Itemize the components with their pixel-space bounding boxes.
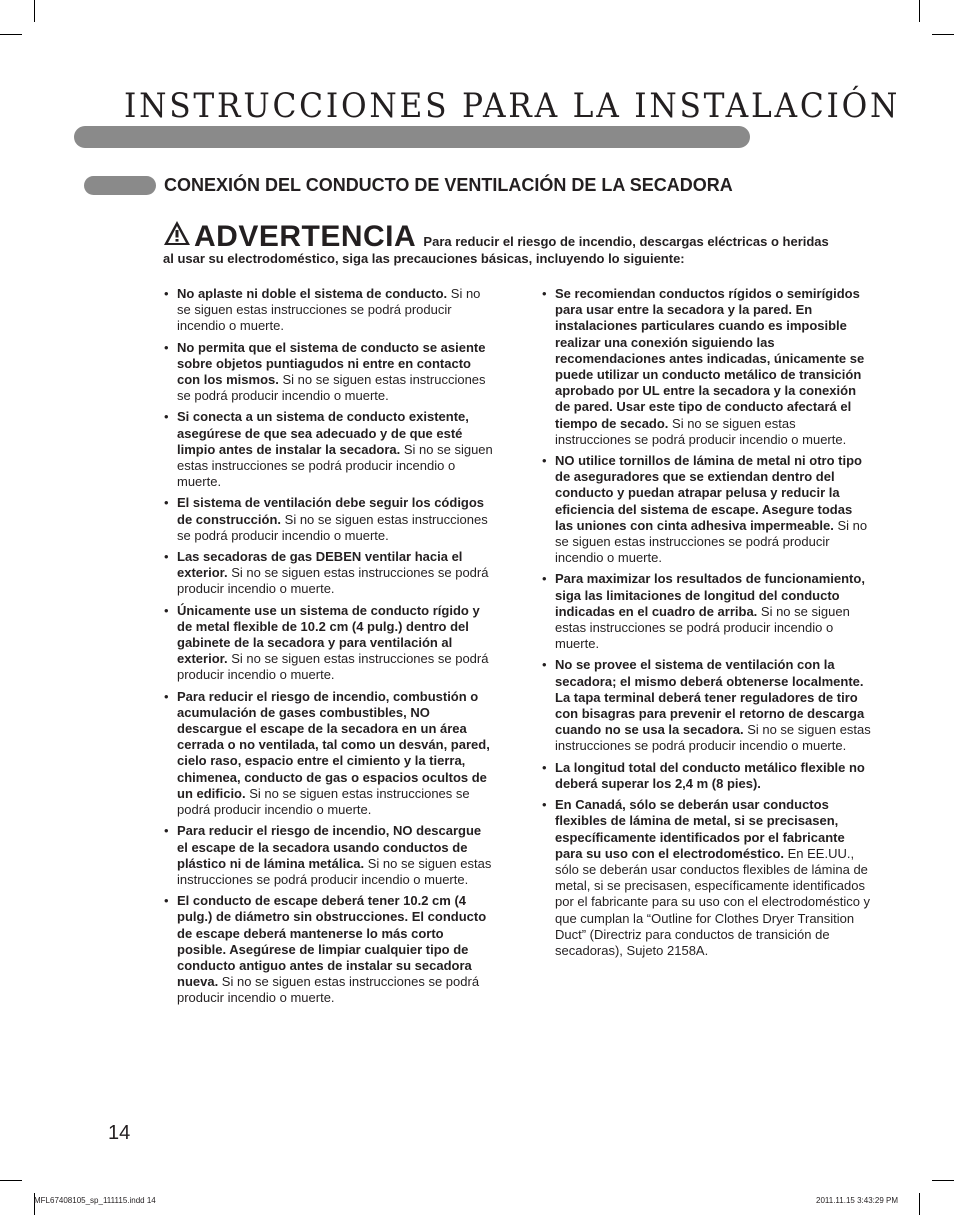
bullet-bold-text: No se provee el sistema de ventilación con la secadora; el mismo deberá obtenerse localmente. La tapa terminal deberá tener reguladores de tiro con bisagras para prevenir el retorno de descarga cuando no se usa la secadora. bbox=[555, 657, 865, 738]
bullet-item bbox=[164, 286, 494, 335]
bullet-dot: • bbox=[164, 823, 169, 839]
title-bar bbox=[74, 126, 750, 148]
bullet-normal-text: Si no se siguen estas instrucciones se podrá producir incendio o muerte. bbox=[177, 565, 489, 597]
bullet-normal-text: En EE.UU., sólo se deberán usar conductos flexibles de lámina de metal, si se precisasen, específicamente identificados por el fabricante para su uso con el electrodoméstico y que cumplan la “Outline for Clothes Dryer Transition Duct” (Directriz para conductos de transición de secadoras), Sujeto 2158A. bbox=[555, 845, 871, 958]
crop-mark bbox=[919, 1193, 920, 1215]
crop-mark bbox=[0, 34, 22, 35]
bullet-normal-text: Si no se siguen estas instrucciones se podrá producir incendio o muerte. bbox=[177, 286, 481, 334]
bullet-normal-text: Si no se siguen estas instrucciones se podrá producir incendio o muerte. bbox=[555, 722, 871, 754]
left-column bbox=[164, 286, 494, 1012]
bullet-bold-text: Las secadoras de gas DEBEN ventilar hacia el exterior. bbox=[177, 549, 463, 581]
bullet-bold-text: No permita que el sistema de conducto se asiente sobre objetos puntiagudos ni entre en contacto con los mismos. bbox=[177, 339, 486, 388]
bullet-dot: • bbox=[542, 657, 547, 673]
crop-mark bbox=[932, 1180, 954, 1181]
warning-text: Para reducir el riesgo de incendio, descargas eléctricas o heridas al usar su electrodoméstico, siga las precauciones básicas, incluyendo lo siguiente: bbox=[163, 234, 829, 266]
bullet-dot: • bbox=[542, 453, 547, 469]
bullet-item bbox=[164, 823, 494, 888]
page-number: 14 bbox=[108, 1122, 131, 1144]
bullet-item bbox=[164, 340, 494, 405]
bullet-item bbox=[542, 453, 872, 566]
bullet-normal-text: Si no se siguen estas instrucciones se podrá producir incendio o muerte. bbox=[555, 415, 847, 447]
bullet-item bbox=[164, 893, 494, 1006]
bullet-bold-text: NO utilice tornillos de lámina de metal ni otro tipo de aseguradores que se extiendan dentro del conducto y puedan atrapar pelusa y reducir la eficiencia del sistema de escape. Asegure todas las uniones con cinta adhesiva impermeable. bbox=[555, 453, 862, 533]
bullet-dot: • bbox=[542, 571, 547, 587]
footer-timestamp: 2011.11.15 3:43:29 PM bbox=[816, 1196, 898, 1205]
crop-mark bbox=[932, 34, 954, 35]
bullet-item bbox=[542, 797, 872, 959]
right-column bbox=[542, 286, 872, 964]
bullet-dot: • bbox=[164, 409, 169, 425]
bullet-bold-text: El sistema de ventilación debe seguir los códigos de construcción. bbox=[177, 495, 485, 527]
section-title: CONEXIÓN DEL CONDUCTO DE VENTILACIÓN DE LA SECADORA bbox=[164, 175, 733, 195]
bullet-item bbox=[164, 495, 494, 544]
bullet-bold-text: Únicamente use un sistema de conducto rígido y de metal flexible de 10.2 cm (4 pulg.) dentro del gabinete de la secadora y para ventilación al exterior. bbox=[177, 602, 480, 667]
bullet-dot: • bbox=[542, 797, 547, 813]
bullet-item bbox=[164, 409, 494, 490]
bullet-bold-text: Para reducir el riesgo de incendio, combustión o acumulación de gases combustibles, NO descargue el escape de la secadora en un área cerrada o no ventilada, tal como un desván, pared, cielo raso, espacio entre el cimiento y la tierra, chimenea, conducto de gas o espacios ocultos de un edificio. bbox=[177, 688, 490, 801]
crop-mark bbox=[0, 1180, 22, 1181]
bullet-bold-text: El conducto de escape deberá tener 10.2 cm (4 pulg.) de diámetro sin obstrucciones. El conducto de escape deberá mantenerse lo más corto posible. Asegúrese de limpiar cualquier tipo de conducto antiguo antes de instalar su secadora nueva. bbox=[177, 893, 487, 990]
crop-mark bbox=[919, 0, 920, 22]
bullet-dot: • bbox=[164, 495, 169, 511]
bullet-normal-text: Si no se siguen estas instrucciones se podrá producir incendio o muerte. bbox=[177, 441, 493, 490]
bullet-item bbox=[542, 571, 872, 652]
bullet-item bbox=[542, 760, 872, 792]
warning-triangle-icon bbox=[163, 220, 191, 246]
bullet-dot: • bbox=[164, 893, 169, 909]
bullet-dot: • bbox=[164, 549, 169, 565]
bullet-normal-text: Si no se siguen estas instrucciones se podrá producir incendio o muerte. bbox=[177, 855, 492, 887]
warning-paragraph bbox=[163, 220, 843, 267]
bullet-bold-text: No aplaste ni doble el sistema de conducto. bbox=[177, 286, 448, 301]
bullet-normal-text: Si no se siguen estas instrucciones se podrá producir incendio o muerte. bbox=[177, 651, 489, 683]
bullet-dot: • bbox=[542, 286, 547, 301]
bullet-bold-text: Se recomiendan conductos rígidos o semirígidos para usar entre la secadora y la pared. En instalaciones particulares cuando es imposible realizar una conexión siguiendo las recomendaciones antes indicadas, únicamente se puede utilizar un conducto metálico de transición aprobado por UL entre la secadora y la conexión de pared. Usar este tipo de conducto afectará el tiempo de secado. bbox=[555, 286, 865, 431]
bullet-dot: • bbox=[164, 339, 169, 355]
footer-file: MFL67408105_sp_111115.indd 14 bbox=[34, 1196, 156, 1205]
bullet-bold-text: En Canadá, sólo se deberán usar conductos flexibles de lámina de metal, si se precisasen, específicamente identificados por el fabricante para su uso con el electrodoméstico. bbox=[555, 797, 845, 861]
bullet-normal-text: Si no se siguen estas instrucciones se podrá producir incendio o muerte. bbox=[177, 372, 486, 404]
crop-mark bbox=[34, 0, 35, 22]
bullet-normal-text: Si no se siguen estas instrucciones se podrá producir incendio o muerte. bbox=[177, 785, 470, 818]
bullet-dot: • bbox=[164, 286, 169, 301]
bullet-item bbox=[542, 657, 872, 754]
bullet-item bbox=[164, 689, 494, 819]
bullet-normal-text: Si no se siguen estas instrucciones se podrá producir incendio o muerte. bbox=[177, 974, 480, 1006]
bullet-bold-text: La longitud total del conducto metálico flexible no deberá superar los 2,4 m (8 pies). bbox=[555, 759, 865, 791]
bullet-dot: • bbox=[164, 602, 169, 618]
bullet-dot: • bbox=[542, 759, 547, 775]
bullet-bold-text: Para maximizar los resultados de funcionamiento, siga las limitaciones de longitud del conducto indicadas en el cuadro de arriba. bbox=[555, 571, 865, 619]
bullet-dot: • bbox=[164, 688, 169, 704]
warning-word: ADVERTENCIA bbox=[194, 220, 417, 253]
bullet-bold-text: Si conecta a un sistema de conducto existente, asegúrese de que sea adecuado y de que esté limpio antes de instalar la secadora. bbox=[177, 409, 469, 457]
bullet-normal-text: Si no se siguen estas instrucciones se podrá producir incendio o muerte. bbox=[555, 517, 868, 566]
bullet-item bbox=[542, 286, 872, 448]
bullet-normal-text: Si no se siguen estas instrucciones se podrá producir incendio o muerte. bbox=[555, 603, 850, 652]
warning-block bbox=[163, 220, 843, 267]
section-pill bbox=[84, 176, 156, 195]
page-title: INSTRUCCIONES PARA LA INSTALACIÓN bbox=[124, 86, 901, 126]
bullet-item bbox=[164, 603, 494, 684]
bullet-item bbox=[164, 549, 494, 598]
warning-heading bbox=[163, 220, 417, 253]
bullet-bold-text: Para reducir el riesgo de incendio, NO descargue el escape de la secadora usando conductos de plástico ni de lámina metálica. bbox=[177, 823, 482, 871]
bullet-normal-text: Si no se siguen estas instrucciones se podrá producir incendio o muerte. bbox=[177, 511, 488, 543]
